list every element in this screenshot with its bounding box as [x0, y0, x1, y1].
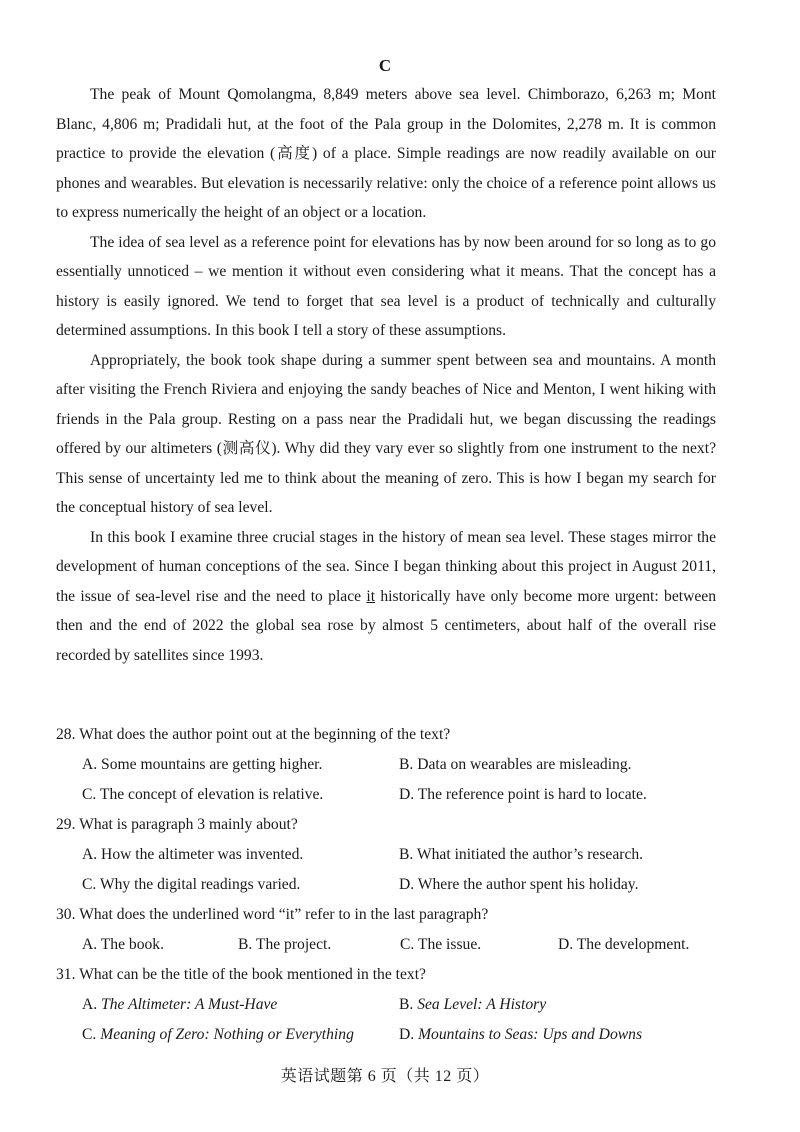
- passage-paragraph-3: Appropriately, the book took shape during a summer spent between sea and mountains. A month after visiting the French Riviera and enjoying the sandy beaches of Nice and Menton, I went hiking with friends in the Pala group. Resting on a pass near the Pradidali hut, we began discussing the readings offered by our altimeters (测高仪). Why did they vary ever so slightly from one instrument to the next? This sense of uncertainty led me to think about the meaning of zero. This is how I began my search for the conceptual history of sea level.: [56, 351, 716, 516]
- section-letter: C: [378, 56, 392, 75]
- question-stem: 28. What does the author point out at the beginning of the text?: [56, 726, 451, 743]
- option-d[interactable]: D. The reference point is hard to locate.: [399, 786, 647, 803]
- passage-paragraph-2: The idea of sea level as a reference point for elevations has by now been around for so long as to go essentially unnoticed – we mention it without even considering what it means. That the concept has a history is easily ignored. We tend to forget that sea level is a product of technically and culturally determined assumptions. In this book I tell a story of these assumptions.: [56, 233, 716, 339]
- question-29: [56, 810, 736, 900]
- option-list: [56, 750, 736, 810]
- option-d[interactable]: D. Where the author spent his holiday.: [399, 876, 639, 893]
- underlined-word-it: it: [366, 587, 376, 605]
- paragraph-4-text-start: In this book I examine three crucial stages in the history of mean sea level. These stages mirror the development of human conceptions of the sea. Since I began thinking about this project in August 2011, the issue of sea-level rise and the need to place: [56, 528, 716, 605]
- option-list: [56, 930, 736, 960]
- option-a[interactable]: A. The book.: [82, 936, 165, 953]
- option-c[interactable]: C. The concept of elevation is relative.: [82, 786, 324, 803]
- option-title: Mountains to Seas: Ups and Downs: [418, 1026, 643, 1043]
- reading-passage: [56, 80, 716, 670]
- option-letter: C.: [82, 1026, 101, 1043]
- option-d[interactable]: [399, 1020, 736, 1050]
- option-a[interactable]: A. How the altimeter was invented.: [82, 846, 304, 863]
- option-d[interactable]: D. The development.: [558, 936, 690, 953]
- option-title: Meaning of Zero: Nothing or Everything: [100, 1026, 354, 1043]
- option-a[interactable]: [82, 990, 399, 1020]
- question-stem: 31. What can be the title of the book mentioned in the text?: [56, 966, 426, 983]
- passage-paragraph-4: [56, 523, 716, 671]
- option-title: Sea Level: A History: [417, 996, 547, 1013]
- option-letter: A.: [82, 996, 102, 1013]
- page-footer: 英语试题第 6 页（共 12 页）: [280, 1068, 490, 1085]
- option-b[interactable]: B. The project.: [238, 936, 332, 953]
- question-30: [56, 900, 736, 960]
- option-letter: B.: [399, 996, 418, 1013]
- option-c[interactable]: C. The issue.: [400, 936, 482, 953]
- paragraph-4-text-end: historically have only become more urgent: between then and the end of 2022 the global sea rose by almost 5 centimeters, about half of the overall rise recorded by satellites since 1993.: [56, 587, 716, 664]
- question-list: [56, 720, 736, 1050]
- question-28: [56, 720, 736, 810]
- question-stem: 30. What does the underlined word “it” refer to in the last paragraph?: [56, 906, 489, 923]
- option-title: The Altimeter: A Must-Have: [101, 996, 278, 1013]
- option-list: [56, 990, 736, 1050]
- question-stem: 29. What is paragraph 3 mainly about?: [56, 816, 298, 833]
- option-a[interactable]: A. Some mountains are getting higher.: [82, 756, 323, 773]
- option-b[interactable]: B. What initiated the author’s research.: [399, 846, 644, 863]
- option-letter: D.: [399, 1026, 419, 1043]
- option-list: [56, 840, 736, 900]
- question-31: [56, 960, 736, 1050]
- option-c[interactable]: [82, 1020, 399, 1050]
- option-b[interactable]: [399, 990, 736, 1020]
- passage-paragraph-1: The peak of Mount Qomolangma, 8,849 meters above sea level. Chimborazo, 6,263 m; Mont Blanc, 4,806 m; Pradidali hut, at the foot of the Pala group in the Dolomites, 2,278 m. It is common practice to provide the elevation (高度) of a place. Simple readings are now readily available on our phones and wearables. But elevation is necessarily relative: only the choice of a reference point allows us to express numerically the height of an object or a location.: [56, 86, 716, 221]
- option-b[interactable]: B. Data on wearables are misleading.: [399, 756, 632, 773]
- option-c[interactable]: C. Why the digital readings varied.: [82, 876, 301, 893]
